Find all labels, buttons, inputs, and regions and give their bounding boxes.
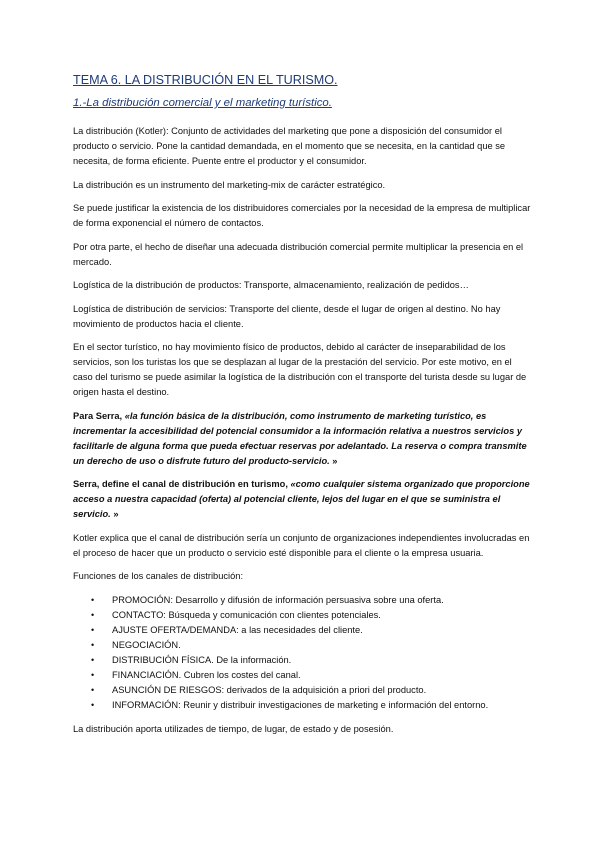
paragraph-tourism-sector: En el sector turístico, no hay movimiento físico de productos, debido al carácter de inseparabilidad de los servicios, son los turistas los que se desplazan al lugar de la prestación del servicio. Por este motivo, en el caso del turismo se puede asimilar la logística de la distribución con el transporte del turista desde su lugar de origen hasta el destino. <box>73 342 527 397</box>
paragraph-service-logistics: Logística de distribución de servicios: Transporte del cliente, desde el lugar de origen al destino. No hay movimiento de productos hacia el cliente. <box>73 303 501 329</box>
serra-channel-quote-end: » <box>110 509 119 519</box>
bullet-icon: • <box>91 699 95 710</box>
paragraph-functions-intro: Funciones de los canales de distribución: <box>73 571 244 581</box>
list-item: • INFORMACIÓN: Reunir y distribuir investigaciones de marketing e información del entorno. <box>112 698 533 713</box>
list-item: • NEGOCIACIÓN. <box>112 638 533 653</box>
serra-quote-end: » <box>329 455 338 466</box>
bullet-icon: • <box>91 654 95 665</box>
serra-channel-quote: «como cualquier sistema organizado que proporcione acceso a nuestra capacidad (oferta) al potencial cliente, lejos del lugar en el que se suministra el servicio. <box>73 479 530 519</box>
document-page <box>73 72 533 745</box>
list-item: • ASUNCIÓN DE RIESGOS: derivados de la adquisición a priori del producto. <box>112 683 533 698</box>
bullet-icon: • <box>91 669 95 680</box>
paragraph-market-presence: Por otra parte, el hecho de diseñar una adecuada distribución comercial permite multiplicar la presencia en el mercado. <box>73 241 524 267</box>
list-item: • CONTACTO: Búsqueda y comunicación con clientes potenciales. <box>112 608 533 623</box>
list-item: • FINANCIACIÓN. Cubren los costes del canal. <box>112 668 533 683</box>
serra-quote: «la función básica de la distribución, como instrumento de marketing turístico, es incrementar la accesibilidad del potencial consumidor a la información relativa a nuestros servicios y facilitarle de alguna forma que pueda efectuar reservas por adelantado. La reserva o compra transmite un derecho de uso o disfrute futuro del producto-servicio. <box>73 410 527 466</box>
paragraph-marketing-mix: La distribución es un instrumento del marketing-mix de carácter estratégico. <box>73 179 386 190</box>
paragraph-utilities: La distribución aporta utilizades de tiempo, de lugar, de estado y de posesión. <box>73 723 394 734</box>
paragraph-product-logistics: Logística de la distribución de productos: Transporte, almacenamiento, realización de pedidos… <box>73 280 469 290</box>
paragraph-kotler-definition: La distribución (Kotler): Conjunto de actividades del marketing que pone a disposición del consumidor el producto o servicio. Pone la cantidad demandada, en el momento que se necesita, en la cantidad que se necesita, de forma eficiente. Puente entre el productor y el consumidor. <box>73 126 506 166</box>
functions-list <box>73 593 533 713</box>
paragraph-serra-function <box>73 409 533 469</box>
list-item: • AJUSTE OFERTA/DEMANDA: a las necesidades del cliente. <box>112 623 533 638</box>
bullet-icon: • <box>91 609 95 620</box>
section-heading: 1.-La distribución comercial y el marketing turístico. <box>73 97 332 109</box>
serra-channel-lead: Serra, define el canal de distribución en turismo, <box>73 479 291 489</box>
bullet-icon: • <box>91 594 95 605</box>
paragraph-serra-channel <box>73 477 533 522</box>
list-item: • DISTRIBUCIÓN FÍSICA. De la información. <box>112 653 533 668</box>
document-title: TEMA 6. LA DISTRIBUCIÓN EN EL TURISMO. <box>73 73 338 87</box>
paragraph-kotler-channel: Kotler explica que el canal de distribución sería un conjunto de organizaciones independientes involucradas en el proceso de hacer que un producto o servicio esté disponible para el cliente o la empresa usuaria. <box>73 532 530 558</box>
list-item: • PROMOCIÓN: Desarrollo y difusión de información persuasiva sobre una oferta. <box>112 593 533 608</box>
bullet-icon: • <box>91 639 95 650</box>
bullet-icon: • <box>91 684 95 695</box>
paragraph-distributors-justification: Se puede justificar la existencia de los distribuidores comerciales por la necesidad de la empresa de multiplicar de forma exponencial el número de contactos. <box>73 203 531 228</box>
bullet-icon: • <box>91 624 95 635</box>
serra-lead: Para Serra, <box>73 410 125 421</box>
